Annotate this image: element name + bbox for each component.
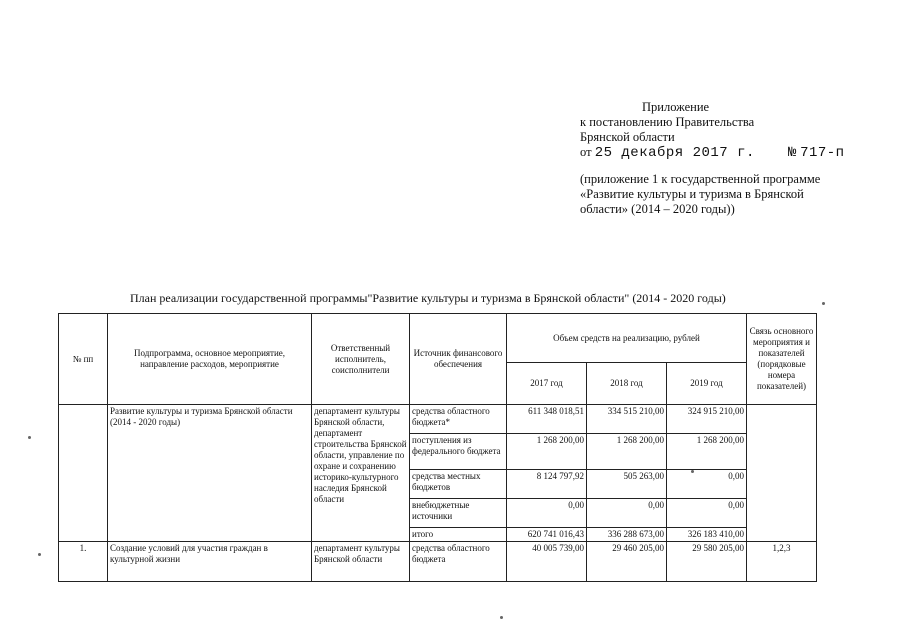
block1-name: Развитие культуры и туризма Брянской области (2014 - 2020 годы) xyxy=(108,405,312,542)
appendix-block xyxy=(580,100,880,161)
value-2019: 1 268 200,00 xyxy=(667,434,747,470)
plan-table xyxy=(58,313,817,582)
table-row xyxy=(59,542,817,582)
subtitle-line-1: (приложение 1 к государственной программе xyxy=(580,172,821,186)
block1-exec: департамент культуры Брянской области, департамент строительства Брянской области, управление по охране и сохранению историко-культурного наследия Брянской области xyxy=(312,405,410,542)
header-2018: 2018 год xyxy=(587,363,667,405)
header-2019: 2019 год xyxy=(667,363,747,405)
table-row xyxy=(59,405,817,434)
plan-title: План реализации государственной программы"Развитие культуры и туризма в Брянской области" (2014 - 2020 годы) xyxy=(130,291,726,305)
scan-speck xyxy=(822,302,825,305)
value-2017: 0,00 xyxy=(507,499,587,528)
total-2018: 336 288 673,00 xyxy=(587,528,667,542)
value-2017: 611 348 018,51 xyxy=(507,405,587,434)
source-cell: внебюджетные источники xyxy=(410,499,507,528)
source-cell: поступления из федерального бюджета xyxy=(410,434,507,470)
value-2019: 0,00 xyxy=(667,499,747,528)
subtitle-line-2: «Развитие культуры и туризма в Брянской xyxy=(580,187,804,201)
appendix-heading: Приложение xyxy=(642,100,710,114)
scan-speck xyxy=(28,436,31,439)
value-2018: 505 263,00 xyxy=(587,470,667,499)
block1-link xyxy=(747,405,817,542)
date-prefix: от xyxy=(580,145,592,159)
header-source: Источник финансового обеспечения xyxy=(410,314,507,405)
block1-num xyxy=(59,405,108,542)
scan-speck xyxy=(38,553,41,556)
total-label: итого xyxy=(410,528,507,542)
appendix-date-line xyxy=(580,145,880,161)
appendix-line-3: Брянской области xyxy=(580,130,675,144)
block2-2018: 29 460 205,00 xyxy=(587,542,667,582)
number-value: 717-п xyxy=(800,145,845,161)
source-cell: средства областного бюджета* xyxy=(410,405,507,434)
appendix-subtitle xyxy=(580,172,880,217)
block2-2017: 40 005 739,00 xyxy=(507,542,587,582)
value-2017: 8 124 797,92 xyxy=(507,470,587,499)
number-prefix: № xyxy=(788,145,797,161)
subtitle-line-3: области» (2014 – 2020 годы)) xyxy=(580,202,735,216)
block2-source: средства областного бюджета xyxy=(410,542,507,582)
block2-link: 1,2,3 xyxy=(747,542,817,582)
block2-name: Создание условий для участия граждан в культурной жизни xyxy=(108,542,312,582)
header-volume: Объем средств на реализацию, рублей xyxy=(507,314,747,363)
value-2018: 334 515 210,00 xyxy=(587,405,667,434)
value-2017: 1 268 200,00 xyxy=(507,434,587,470)
header-link: Связь основного мероприятия и показателей (порядковые номера показателей) xyxy=(747,314,817,405)
header-2017: 2017 год xyxy=(507,363,587,405)
scan-speck xyxy=(691,470,694,473)
date-value: 25 декабря 2017 г. xyxy=(594,145,755,161)
total-2017: 620 741 016,43 xyxy=(507,528,587,542)
block2-num: 1. xyxy=(59,542,108,582)
value-2018: 0,00 xyxy=(587,499,667,528)
appendix-line-2: к постановлению Правительства xyxy=(580,115,755,129)
source-cell: средства местных бюджетов xyxy=(410,470,507,499)
value-2019: 324 915 210,00 xyxy=(667,405,747,434)
total-2019: 326 183 410,00 xyxy=(667,528,747,542)
block2-exec: департамент культуры Брянской области xyxy=(312,542,410,582)
value-2019: 0,00 xyxy=(667,470,747,499)
header-num: № пп xyxy=(59,314,108,405)
header-name: Подпрограмма, основное мероприятие, направление расходов, мероприятие xyxy=(108,314,312,405)
value-2018: 1 268 200,00 xyxy=(587,434,667,470)
scan-speck xyxy=(500,616,503,619)
header-exec: Ответственный исполнитель, соисполнители xyxy=(312,314,410,405)
block2-2019: 29 580 205,00 xyxy=(667,542,747,582)
